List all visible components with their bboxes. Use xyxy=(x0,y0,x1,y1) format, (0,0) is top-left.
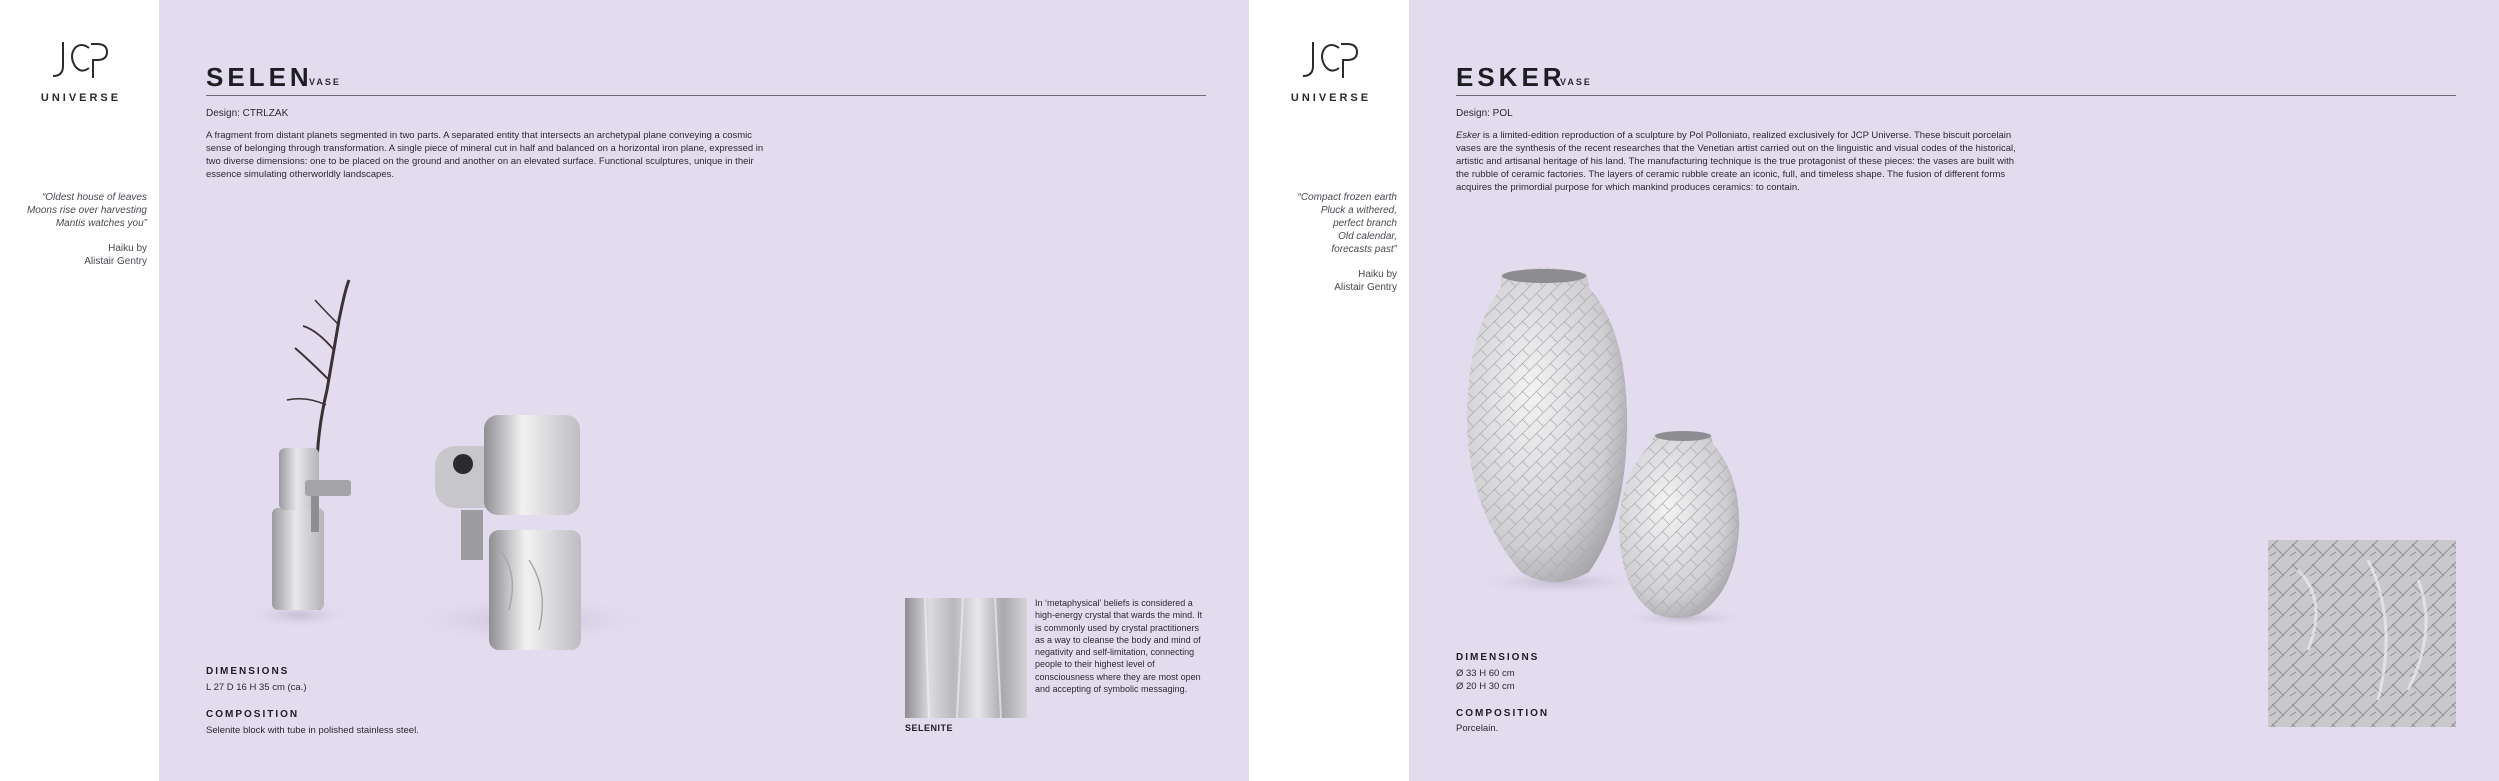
selenite-swatch-image xyxy=(905,598,1027,718)
dimensions-label: DIMENSIONS xyxy=(1456,652,1540,663)
product-description: A fragment from distant planets segmented in two parts. A separated entity that intersects an archetypal plane conveying a cosmic sense of belonging through transformation. A single piece of mineral cut in half and balanced on a horizontal iron plane, expressed in two diverse dimensions: one to be placed on the ground and another on an elevated surface. Functional sculptures, unique in their essence simulating otherworldly landscapes. xyxy=(206,130,764,180)
description-lead: Esker xyxy=(1456,130,1481,141)
product-subtitle: VASE xyxy=(1560,77,1592,87)
haiku xyxy=(0,191,147,268)
haiku-quote: “Oldest house of leaves Moons rise over harvesting Mantis watches you” xyxy=(26,192,147,229)
spread-selen xyxy=(0,0,1249,781)
haiku-quote: “Compact frozen earth Pluck a withered, perfect branch Old calendar, forecasts past” xyxy=(1297,192,1397,255)
selen-vase-photo xyxy=(199,230,699,650)
jcp-logo xyxy=(0,36,159,104)
logo-wordmark: UNIVERSE xyxy=(1290,92,1372,104)
composition-label: COMPOSITION xyxy=(1456,708,1550,719)
spread-esker xyxy=(1250,0,2499,781)
porcelain-swatch-image xyxy=(2268,540,2456,727)
material-note: In ‘metaphysical’ beliefs is considered a high-energy crystal that wards the mind. It is commonly used by crystal practitioners as a way to cleanse the body and mind of negativity and self-limitation, connecting people to their highest level of consciousness where they are most open and accepting of symbolic messaging. xyxy=(1035,598,1203,695)
title-row xyxy=(1456,62,2456,96)
composition-value: Porcelain. xyxy=(1456,723,1499,734)
designer-credit: Design: CTRLZAK xyxy=(206,108,289,119)
esker-vase-photo xyxy=(1449,262,1779,632)
dimensions-label: DIMENSIONS xyxy=(206,666,290,677)
composition-label: COMPOSITION xyxy=(206,709,300,720)
product-title: SELEN xyxy=(206,62,313,92)
product-subtitle: VASE xyxy=(309,77,341,87)
title-row xyxy=(206,62,1206,96)
jcp-monogram-icon xyxy=(45,36,115,86)
sidebar xyxy=(1250,0,1409,781)
material-label: SELENITE xyxy=(905,723,954,733)
product-title: ESKER xyxy=(1456,62,1566,92)
description-body: is a limited-edition reproduction of a sculpture by Pol Polloniato, realized exclusively for JCP Universe. These biscuit porcelain vases are the synthesis of the recent researches that the Venetian artist carried out on the linguistic and visual codes of the historical, artistic and artisanal heritage of his land. The manufacturing technique is the true protagonist of these pieces: the vases are built with the rubble of ceramic factories. The layers of ceramic rubble create an iconic, full, and timeless shape. The fusion of different forms acquires the primordial purpose for which mankind produces ceramics: to contain. xyxy=(1456,130,2016,193)
dimensions-value-1: Ø 33 H 60 cm xyxy=(1456,668,1515,679)
product-description xyxy=(1456,129,2016,194)
product-panel xyxy=(159,0,1249,781)
haiku-byline: Haiku by Alistair Gentry xyxy=(1334,269,1397,293)
dimensions-value: L 27 D 16 H 35 cm (ca.) xyxy=(206,682,307,693)
jcp-logo xyxy=(1250,36,1409,104)
product-panel xyxy=(1409,0,2499,781)
logo-wordmark: UNIVERSE xyxy=(40,92,122,104)
haiku-byline: Haiku by Alistair Gentry xyxy=(84,243,147,267)
dimensions-value-2: Ø 20 H 30 cm xyxy=(1456,681,1515,692)
designer-credit: Design: POL xyxy=(1456,108,1513,119)
jcp-monogram-icon xyxy=(1295,36,1365,86)
composition-value: Selenite block with tube in polished stainless steel. xyxy=(206,725,419,736)
sidebar xyxy=(0,0,159,781)
haiku xyxy=(1247,191,1397,294)
